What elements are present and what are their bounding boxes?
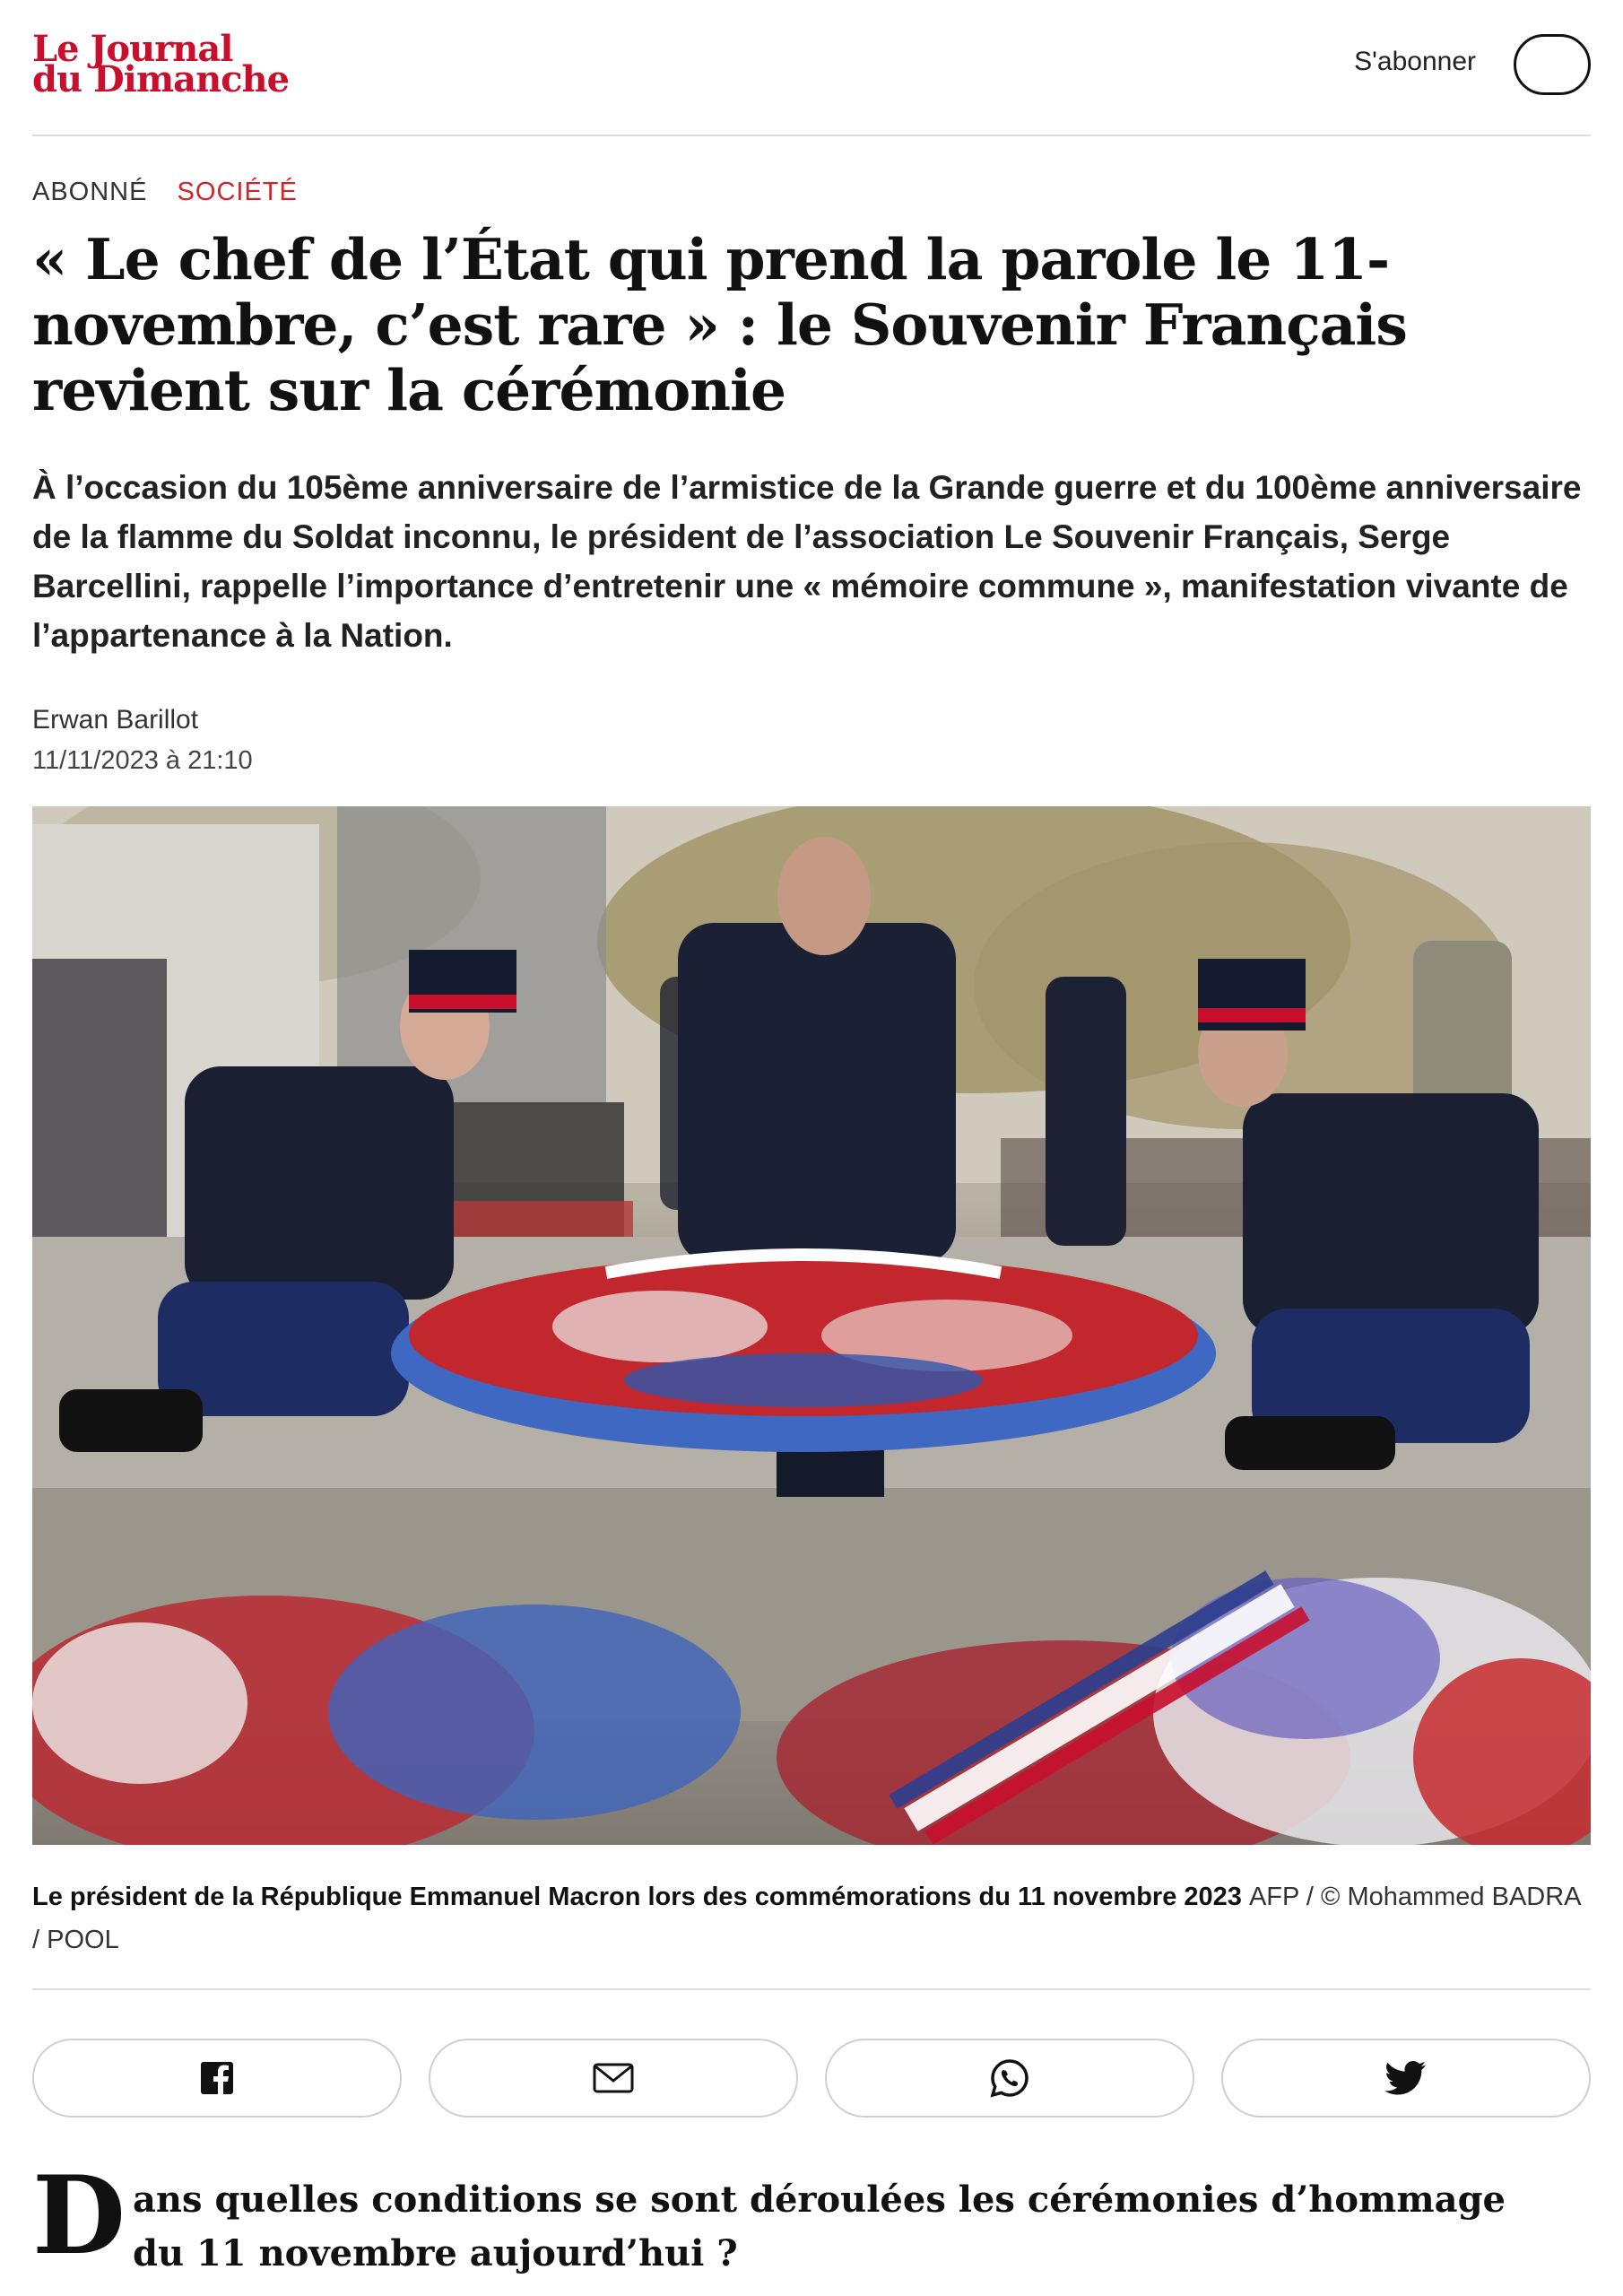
share-twitter-button[interactable]	[1221, 2039, 1591, 2118]
share-email-button[interactable]	[429, 2039, 798, 2118]
ceremony-photo-illustration	[32, 806, 1591, 1845]
share-bar	[32, 2039, 1591, 2118]
subscriber-badge: ABONNÉ	[32, 178, 148, 206]
article-title: « Le chef de l’État qui prend la parole le 11-novembre, c’est rare » : le Souvenir Français revient sur la cérémonie	[32, 226, 1407, 423]
article-page	[32, 0, 1591, 2290]
photo-credit: AFP / © Mohammed BADRA / POOL	[32, 1883, 1580, 1954]
logo-line-2: du Dimanche	[32, 58, 290, 100]
category-row	[32, 178, 1591, 207]
mail-icon	[592, 2062, 635, 2094]
facebook-icon	[199, 2060, 235, 2096]
subscribe-link[interactable]: S'abonner	[1354, 47, 1476, 76]
photo-caption-text: Le président de la République Emmanuel Macron lors des commémorations du 11 novembre 2023	[32, 1883, 1242, 1911]
article-lede: À l’occasion du 105ème anniversaire de l’armistice de la Grande guerre et du 100ème anniversaire de la flamme du Soldat inconnu, le président de l’association Le Souvenir Français, Serge Barcellini, rappelle l’importance d’entretenir une « mémoire commune », manifestation vivante de l’appartenance à la Nation.	[32, 469, 1582, 654]
divider	[32, 1988, 1591, 1990]
drop-cap: D	[32, 2152, 126, 2279]
share-whatsapp-button[interactable]	[825, 2039, 1194, 2118]
photo-caption	[32, 1875, 1591, 1961]
logo-line-1: Le Journal	[32, 28, 233, 70]
twitter-icon	[1385, 2061, 1427, 2095]
site-logo[interactable]	[32, 28, 290, 100]
section-link[interactable]: SOCIÉTÉ	[177, 178, 298, 206]
share-facebook-button[interactable]	[32, 2039, 402, 2118]
article-date: 11/11/2023 à 21:10	[32, 746, 253, 775]
lead-question: ans quelles conditions se sont déroulées les cérémonies d’hommage du 11 novembre aujourd’hui ?	[133, 2179, 1506, 2274]
article-photo	[32, 806, 1591, 1845]
article-body-start	[32, 2152, 1591, 2290]
whatsapp-icon	[989, 2057, 1030, 2099]
account-button[interactable]	[1514, 34, 1591, 95]
article-author[interactable]: Erwan Barillot	[32, 705, 199, 735]
site-header	[32, 0, 1591, 136]
